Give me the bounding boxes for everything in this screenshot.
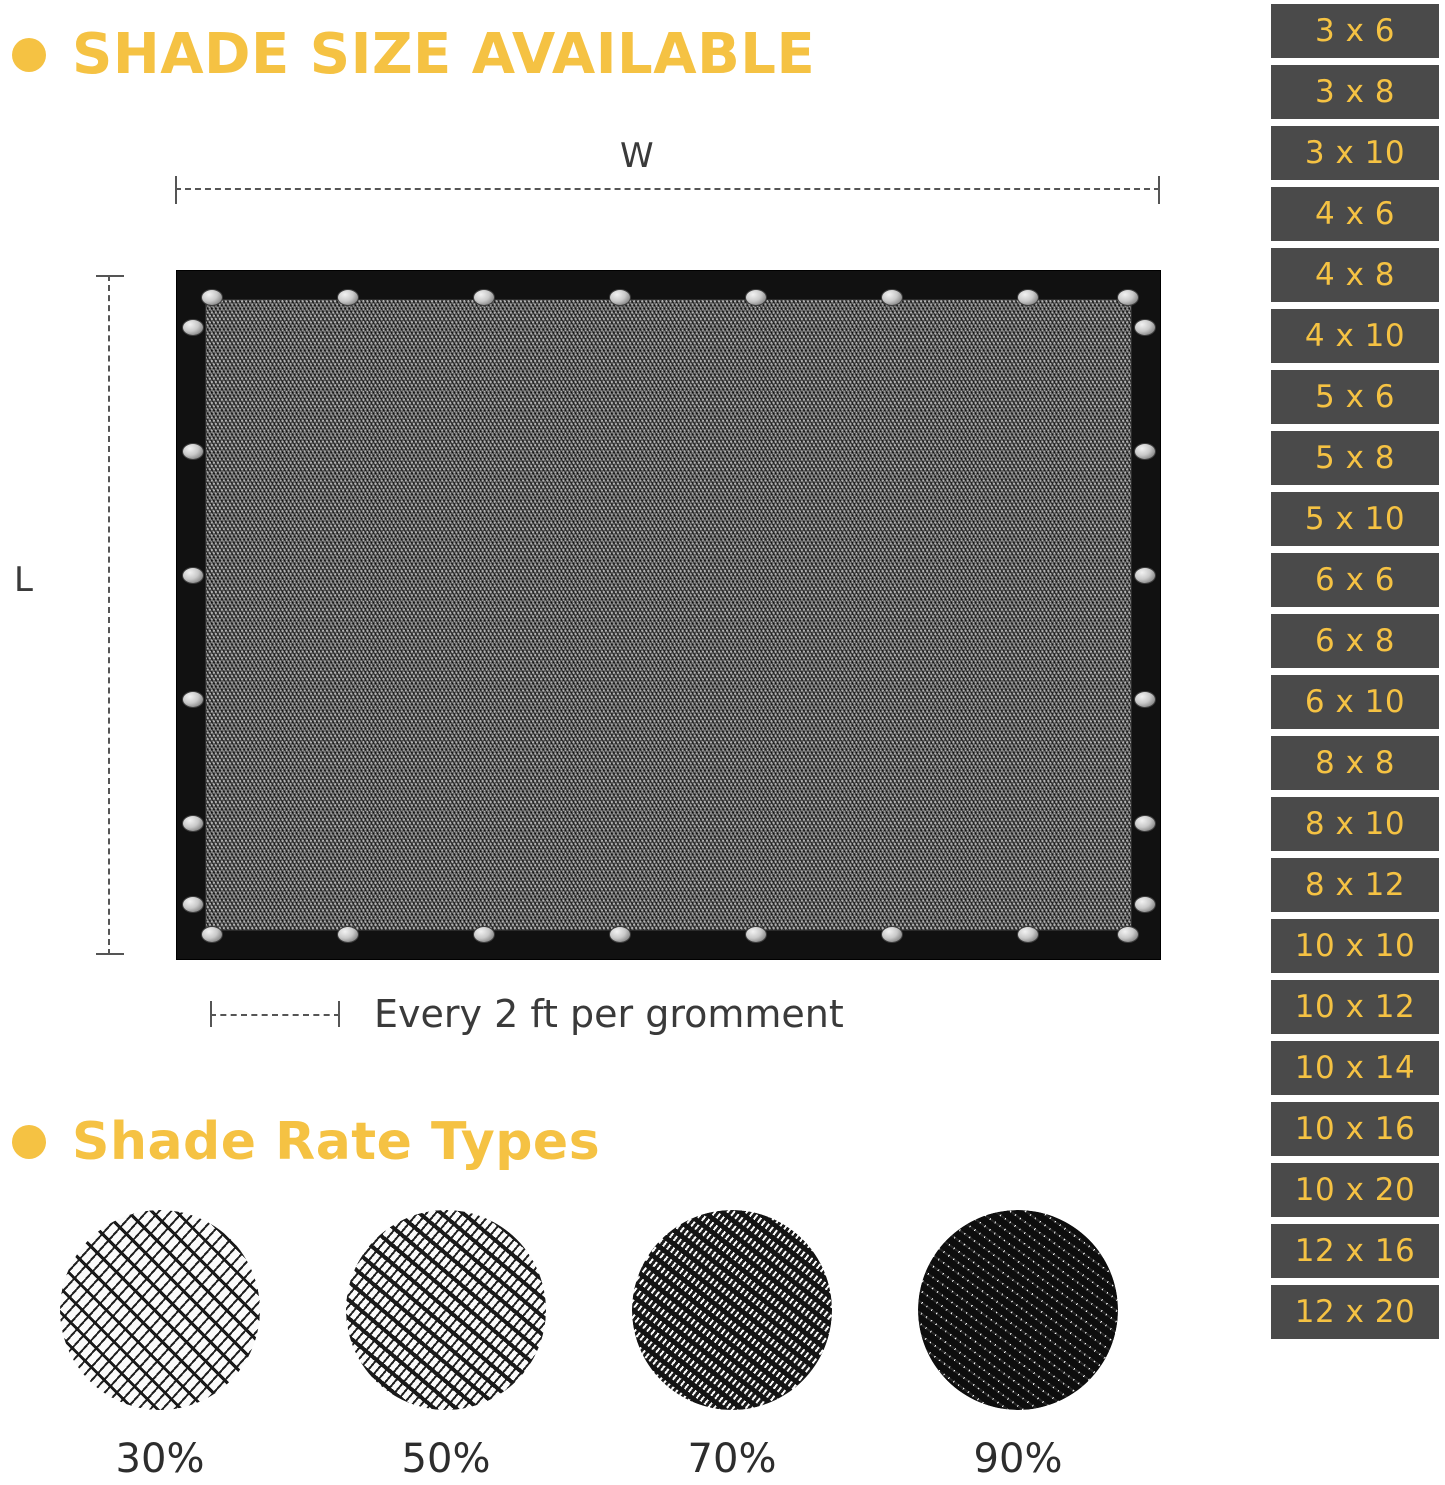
- size-chip: 5 x 8: [1271, 431, 1439, 485]
- size-chip: 3 x 6: [1271, 4, 1439, 58]
- shade-rate-label: 70%: [687, 1436, 777, 1482]
- grommet: [1134, 815, 1156, 832]
- grommet: [182, 815, 204, 832]
- grommet: [1134, 567, 1156, 584]
- size-chip: 4 x 8: [1271, 248, 1439, 302]
- grommet: [201, 926, 223, 943]
- size-chip: 5 x 6: [1271, 370, 1439, 424]
- size-chip: 6 x 8: [1271, 614, 1439, 668]
- grommet: [1117, 926, 1139, 943]
- grommet: [182, 691, 204, 708]
- size-list: [1271, 4, 1439, 1339]
- bullet-dot-icon: [12, 1125, 46, 1159]
- size-chip: 6 x 6: [1271, 553, 1439, 607]
- shade-size-heading: [12, 22, 815, 87]
- shade-rate-label: 30%: [115, 1436, 205, 1482]
- size-chip: 10 x 16: [1271, 1102, 1439, 1156]
- size-chip: 10 x 14: [1271, 1041, 1439, 1095]
- grommet-spacing-annotation: [210, 992, 844, 1036]
- size-chip: 4 x 10: [1271, 309, 1439, 363]
- size-chip: 10 x 10: [1271, 919, 1439, 973]
- size-chip: 10 x 20: [1271, 1163, 1439, 1217]
- size-chip: 8 x 10: [1271, 797, 1439, 851]
- size-chip: 10 x 12: [1271, 980, 1439, 1034]
- shade-rate-label: 90%: [973, 1436, 1063, 1482]
- shade-rate-item: [632, 1210, 832, 1482]
- grommet: [1134, 319, 1156, 336]
- grommet-spacing-label: Every 2 ft per gromment: [374, 992, 844, 1036]
- size-chip: 6 x 10: [1271, 675, 1439, 729]
- bullet-dot-icon: [12, 38, 46, 72]
- size-chip: 12 x 20: [1271, 1285, 1439, 1339]
- mesh-swatch-90-icon: [918, 1210, 1118, 1410]
- grommet: [1134, 691, 1156, 708]
- length-dimension-label: L: [14, 560, 33, 600]
- shade-rate-heading-label: Shade Rate Types: [72, 1112, 601, 1172]
- grommet: [1134, 896, 1156, 913]
- grommet: [337, 289, 359, 306]
- grommet: [1017, 926, 1039, 943]
- grommet: [1117, 289, 1139, 306]
- grommet: [182, 896, 204, 913]
- grommet: [473, 926, 495, 943]
- spacing-bracket-icon: [210, 1001, 340, 1027]
- shade-rate-heading: [12, 1112, 600, 1172]
- grommet: [182, 443, 204, 460]
- size-chip: 8 x 12: [1271, 858, 1439, 912]
- mesh-swatch-70-icon: [632, 1210, 832, 1410]
- size-chip: 8 x 8: [1271, 736, 1439, 790]
- size-chip: 4 x 6: [1271, 187, 1439, 241]
- shade-cloth-rectangle: [176, 270, 1161, 960]
- shade-cloth-diagram: [0, 120, 1250, 1080]
- mesh-swatch-30-icon: [60, 1210, 260, 1410]
- shade-cloth-mesh: [205, 299, 1132, 931]
- grommet: [182, 567, 204, 584]
- grommet: [1134, 443, 1156, 460]
- width-dimension-label: W: [620, 136, 654, 176]
- shade-rate-label: 50%: [401, 1436, 491, 1482]
- size-chip: 5 x 10: [1271, 492, 1439, 546]
- mesh-swatch-50-icon: [346, 1210, 546, 1410]
- grommet: [609, 926, 631, 943]
- grommet: [1017, 289, 1039, 306]
- grommet: [881, 289, 903, 306]
- width-dimension-line: [175, 188, 1160, 190]
- size-chip: 3 x 8: [1271, 65, 1439, 119]
- grommet: [881, 926, 903, 943]
- grommet: [201, 289, 223, 306]
- grommet: [473, 289, 495, 306]
- length-dimension-line: [108, 275, 110, 955]
- shade-rate-list: [60, 1210, 1190, 1482]
- shade-rate-item: [918, 1210, 1118, 1482]
- grommet: [745, 926, 767, 943]
- shade-rate-item: [346, 1210, 546, 1482]
- shade-rate-item: [60, 1210, 260, 1482]
- size-chip: 12 x 16: [1271, 1224, 1439, 1278]
- grommet: [337, 926, 359, 943]
- grommet: [745, 289, 767, 306]
- size-chip: 3 x 10: [1271, 126, 1439, 180]
- grommet: [609, 289, 631, 306]
- grommet: [182, 319, 204, 336]
- shade-size-heading-label: SHADE SIZE AVAILABLE: [72, 22, 816, 87]
